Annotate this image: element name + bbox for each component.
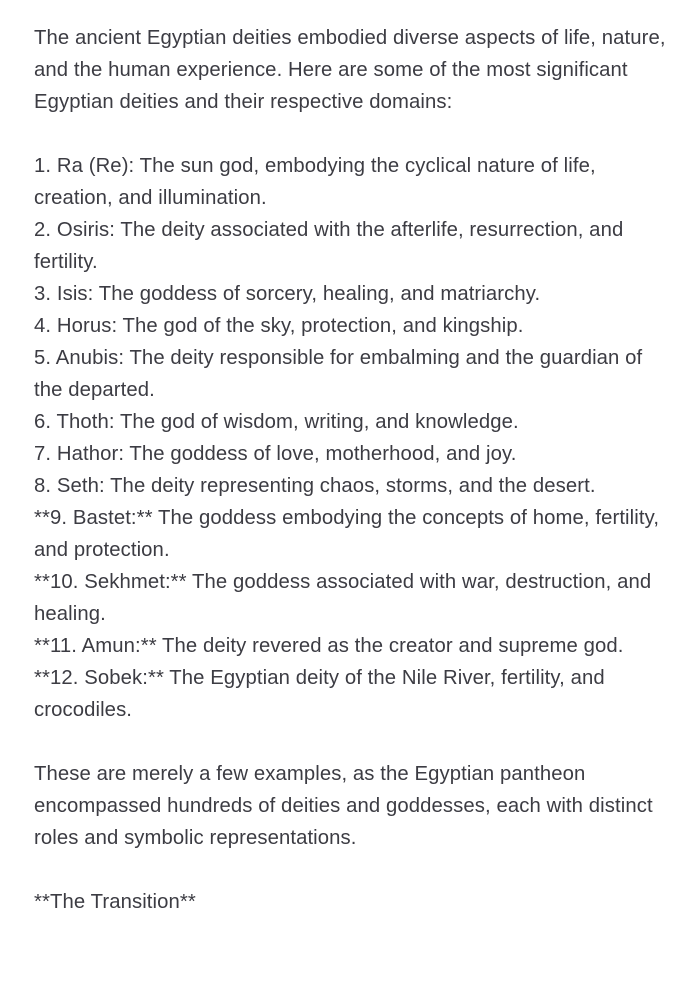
deity-item-thoth: 6. Thoth: The god of wisdom, writing, and knowledge.	[34, 411, 519, 433]
intro-paragraph: The ancient Egyptian deities embodied diverse aspects of life, nature, and the human experience. Here are some of the most significant Egyptian deities and their respective domains:	[34, 27, 666, 113]
deity-item-sekhmet: **10. Sekhmet:** The goddess associated with war, destruction, and healing.	[34, 571, 652, 625]
paragraph-gap	[34, 118, 674, 150]
conclusion-paragraph: These are merely a few examples, as the Egyptian pantheon encompassed hundreds of deities and goddesses, each with distinct roles and symbolic representations.	[34, 763, 653, 849]
deity-item-ra: 1. Ra (Re): The sun god, embodying the cyclical nature of life, creation, and illumination.	[34, 155, 596, 209]
paragraph-gap	[34, 854, 674, 886]
deity-item-sobek: **12. Sobek:** The Egyptian deity of the Nile River, fertility, and crocodiles.	[34, 667, 605, 721]
deity-item-isis: 3. Isis: The goddess of sorcery, healing, and matriarchy.	[34, 283, 541, 305]
deity-item-osiris: 2. Osiris: The deity associated with the afterlife, resurrection, and fertility.	[34, 219, 624, 273]
deity-item-bastet: **9. Bastet:** The goddess embodying the concepts of home, fertility, and protection.	[34, 507, 660, 561]
section-heading: **The Transition**	[34, 891, 196, 913]
message-text	[34, 22, 674, 918]
deity-item-horus: 4. Horus: The god of the sky, protection, and kingship.	[34, 315, 524, 337]
deity-item-amun: **11. Amun:** The deity revered as the creator and supreme god.	[34, 635, 624, 657]
deity-item-anubis: 5. Anubis: The deity responsible for embalming and the guardian of the departed.	[34, 347, 643, 401]
deity-item-seth: 8. Seth: The deity representing chaos, storms, and the desert.	[34, 475, 596, 497]
paragraph-gap	[34, 726, 674, 758]
deity-item-hathor: 7. Hathor: The goddess of love, motherhood, and joy.	[34, 443, 517, 465]
